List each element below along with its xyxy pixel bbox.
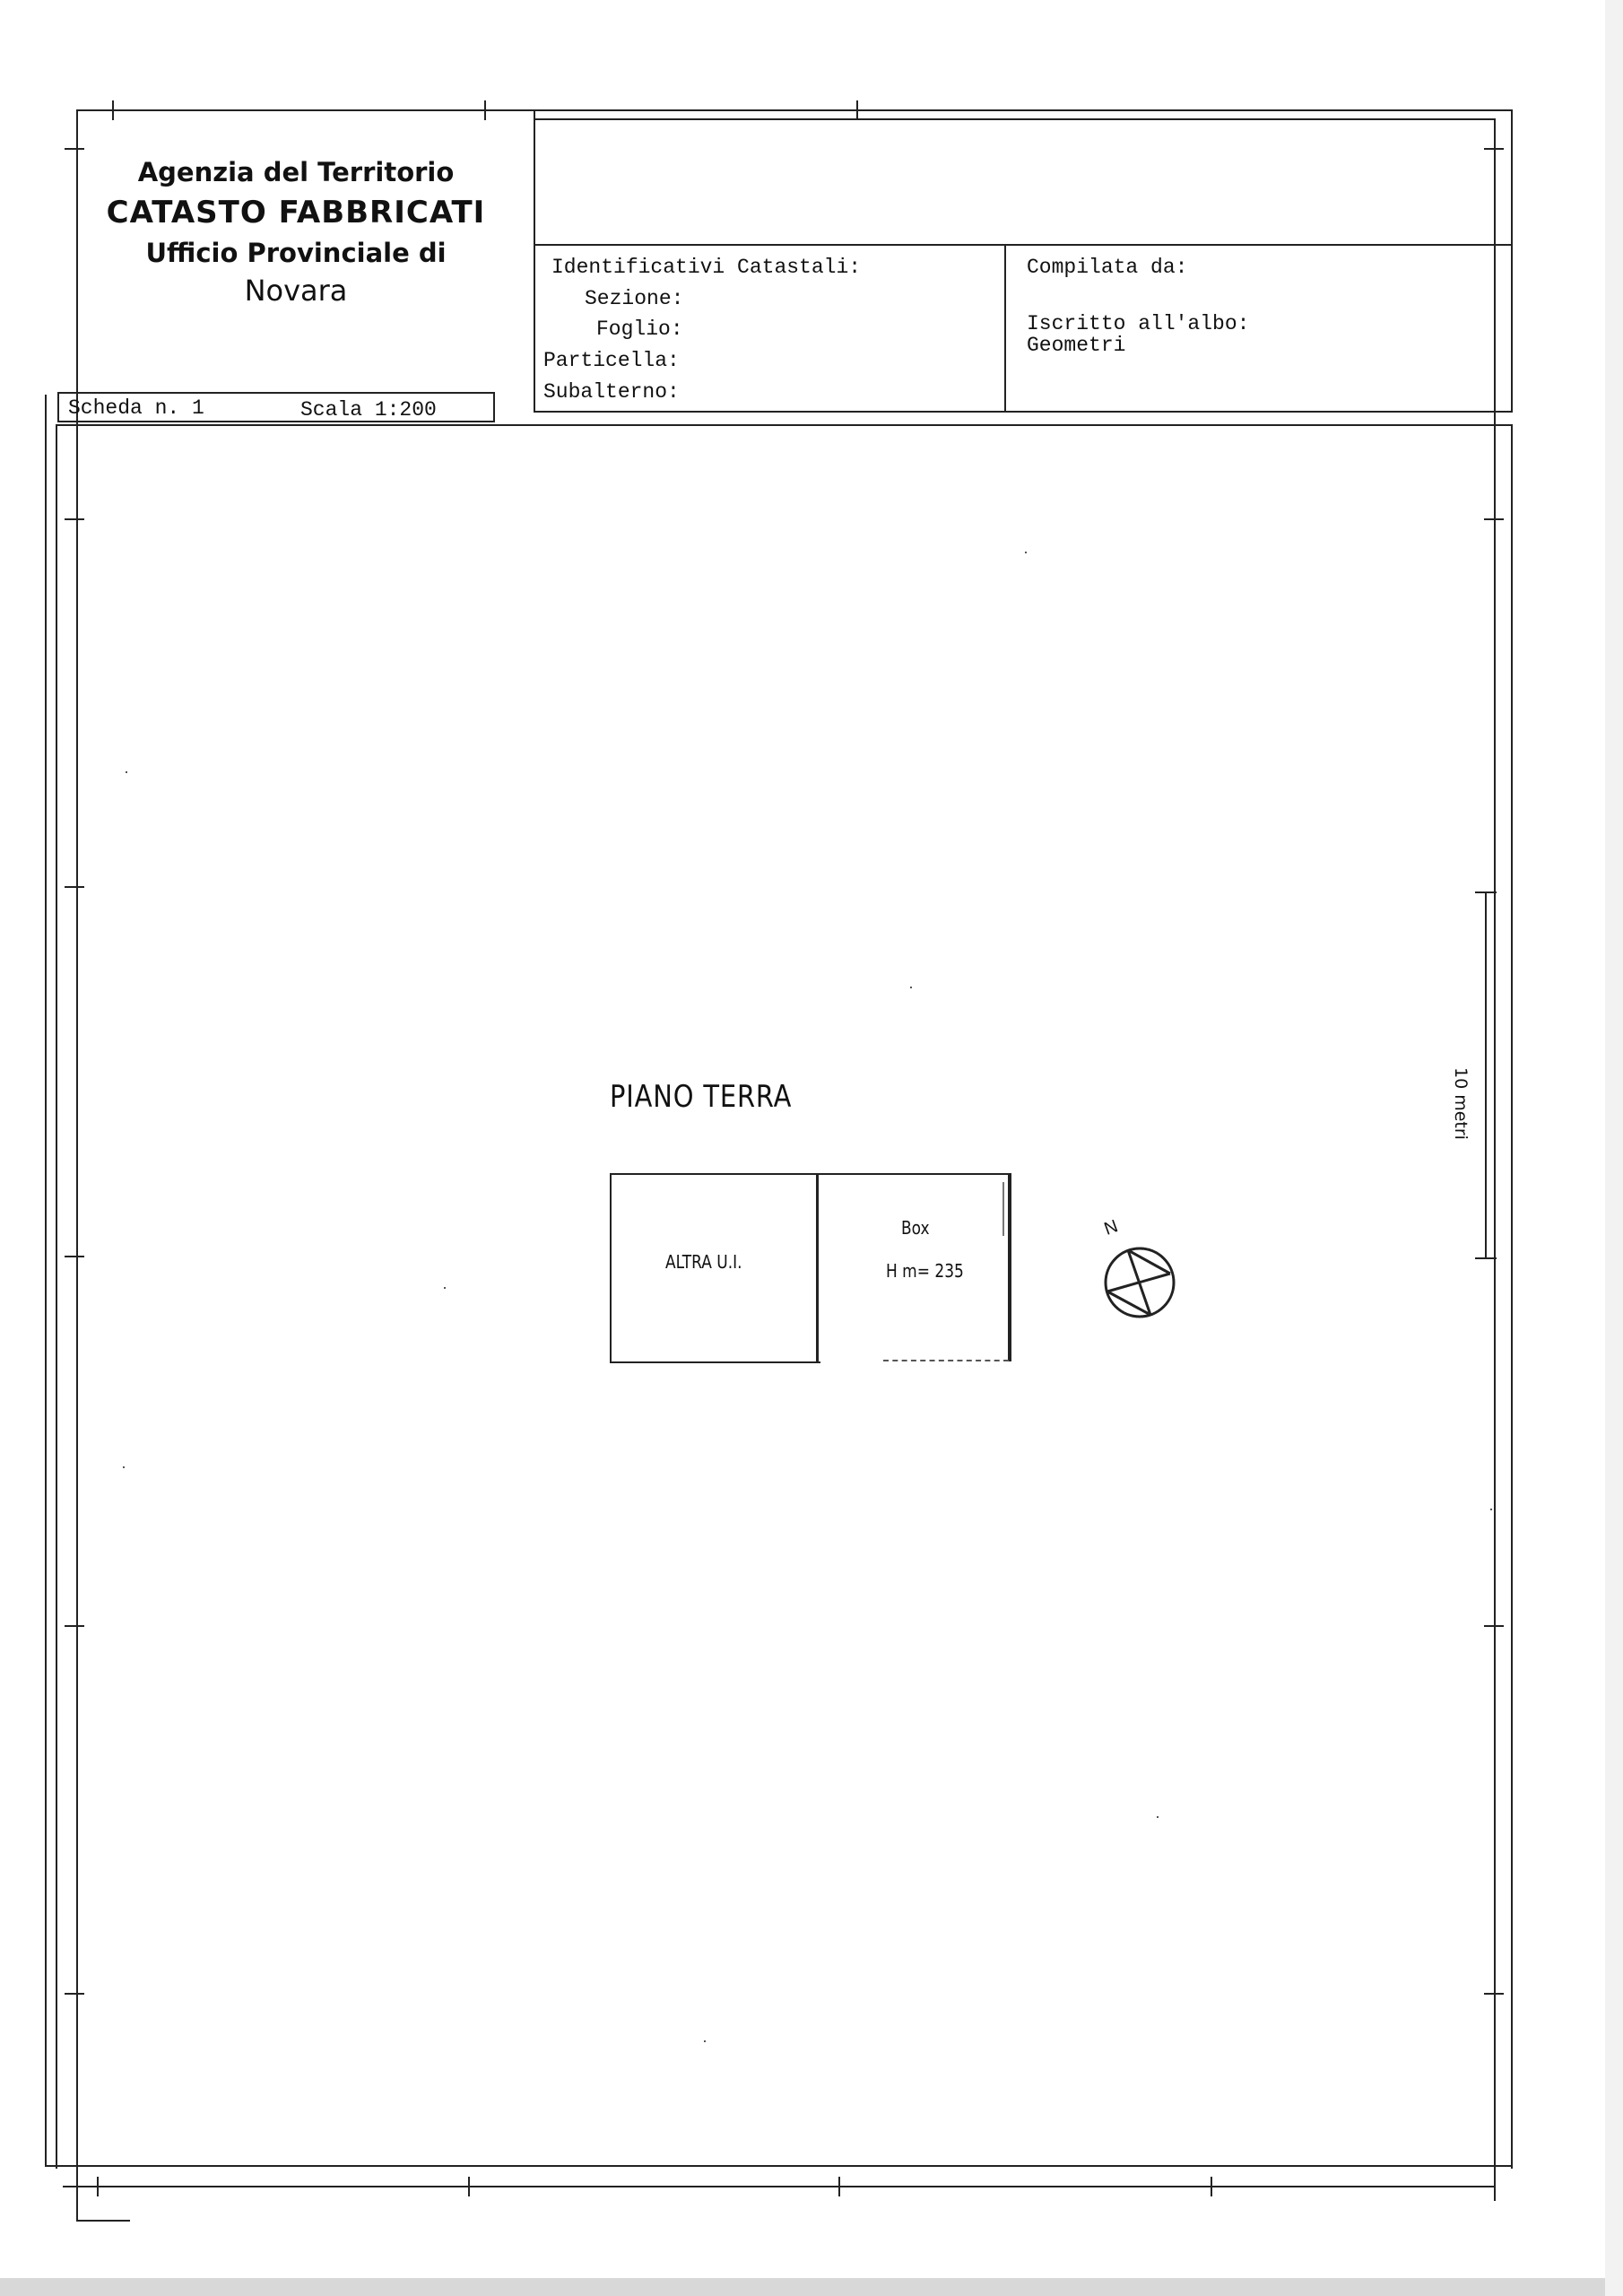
- particella-label: Particella:: [543, 349, 680, 372]
- register-label: Iscritto all'albo:: [1027, 312, 1250, 335]
- tick-left-2: [65, 518, 84, 520]
- cadastre-title: CATASTO FABBRICATI: [106, 195, 486, 230]
- scan-speck: [444, 1287, 446, 1289]
- frame-right: [1511, 109, 1513, 413]
- office-label: Ufficio Provinciale di: [145, 238, 447, 268]
- room-other-label: ALTRA U.I.: [665, 1251, 742, 1273]
- scan-speck: [126, 771, 127, 773]
- box-top-wall: [819, 1173, 1011, 1175]
- foglio-label: Foglio:: [596, 317, 683, 341]
- north-label: N: [1101, 1216, 1121, 1239]
- agency-name: Agenzia del Territorio: [137, 157, 455, 187]
- tick-right-4: [1484, 1993, 1504, 1995]
- tick-bottom-3: [838, 2177, 840, 2196]
- page-edge: [0, 2278, 1623, 2296]
- tick-left-4: [65, 1256, 84, 1257]
- scan-speck: [1157, 1816, 1159, 1818]
- compiler-label: Compilata da:: [1027, 256, 1188, 279]
- scale-bar-label: 10 metri: [1451, 1067, 1471, 1140]
- tick-left-3: [65, 886, 84, 888]
- tick-top-2: [484, 100, 486, 120]
- header-box-left: [534, 109, 535, 413]
- tick-bottom-4: [1211, 2177, 1212, 2196]
- box-right-wall: [1008, 1173, 1011, 1361]
- box-bottom-opening: [883, 1360, 1009, 1361]
- identifiers-title: Identificativi Catastali:: [551, 256, 862, 279]
- box-right-wall-inner: [1002, 1182, 1004, 1236]
- frame-top-header: [76, 109, 1511, 111]
- tick-left-6: [65, 1993, 84, 1995]
- register-value: Geometri: [1027, 334, 1126, 357]
- page-edge-right: [1605, 0, 1623, 2296]
- frame-bottom: [45, 2165, 1513, 2167]
- tick-bottom-2: [468, 2177, 470, 2196]
- office-city: Novara: [244, 274, 348, 308]
- plan-title: PIANO TERRA: [610, 1079, 793, 1115]
- sezione-label: Sezione:: [585, 287, 684, 310]
- tick-left-1: [65, 148, 84, 150]
- frame-right-lower: [1511, 424, 1513, 2169]
- header-top-inner: [535, 118, 1494, 120]
- scan-speck: [910, 987, 912, 988]
- scale-label: Scala 1:200: [300, 398, 437, 422]
- scan-speck: [123, 1466, 125, 1468]
- drawing-left: [56, 424, 57, 2169]
- frame-bottom-inner: [63, 2186, 1495, 2187]
- room-box-label: Box: [901, 1217, 930, 1239]
- header-box-divider: [1004, 244, 1006, 413]
- scan-speck: [1025, 552, 1027, 553]
- tick-left-5: [65, 1625, 84, 1627]
- tick-right-1: [1484, 148, 1504, 150]
- subalterno-label: Subalterno:: [543, 380, 680, 404]
- tick-right-2: [1484, 518, 1504, 520]
- tick-top-3: [856, 100, 858, 120]
- scale-bar: [1485, 891, 1487, 1259]
- room-height-label: H m= 235: [886, 1260, 964, 1282]
- frame-inner-right: [1494, 118, 1496, 2201]
- tick-bottom-1: [97, 2177, 99, 2196]
- frame-left: [76, 109, 78, 2222]
- tick-top-1: [112, 100, 114, 120]
- scheda-number: Scheda n. 1: [68, 396, 204, 420]
- scale-bar-tick-top: [1475, 891, 1497, 893]
- room-divider-wall: [816, 1173, 819, 1363]
- header-box-mid: [534, 244, 1511, 246]
- tick-right-3: [1484, 1625, 1504, 1627]
- header-box-bottom: [534, 411, 1511, 413]
- frame-bottom-outer: [76, 2220, 130, 2222]
- scan-speck: [704, 2040, 706, 2042]
- scan-speck: [1490, 1509, 1492, 1510]
- drawing-top: [56, 424, 1513, 426]
- frame-outer-left: [45, 395, 47, 2166]
- agency-block: [99, 157, 493, 308]
- scale-bar-tick-bottom: [1475, 1257, 1497, 1259]
